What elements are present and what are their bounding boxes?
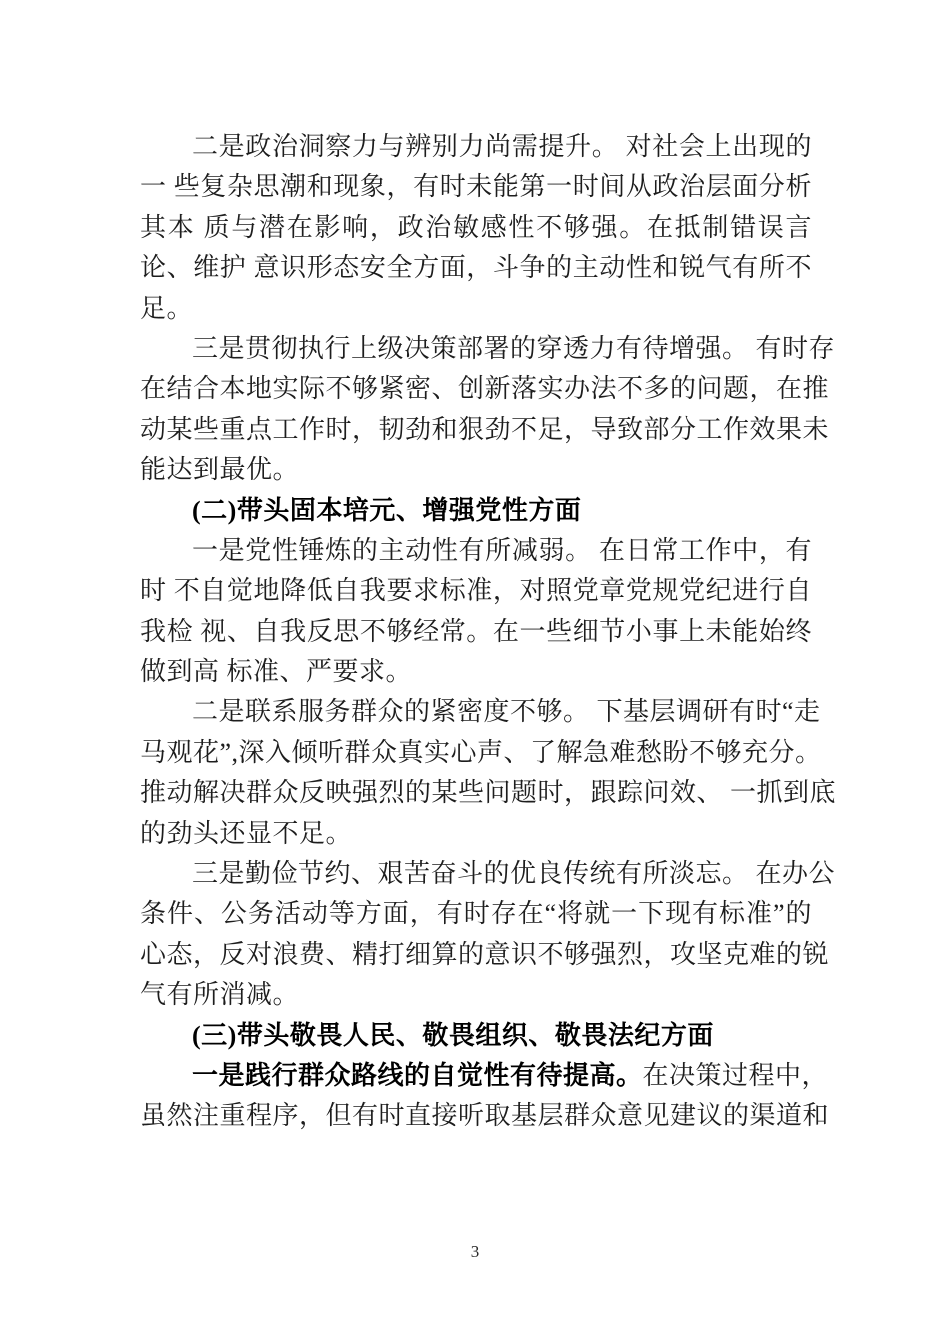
text-line: 条件、公务活动等方面，有时存在“将就一下现有标准”的 [140, 899, 812, 929]
text-line: 气有所消减。 [140, 980, 300, 1010]
text-line: 一 些复杂思潮和现象，有时未能第一时间从政治层面分析 [140, 172, 812, 202]
body-text: 在决策过程中， [642, 1060, 829, 1090]
text-line: 我检 视、自我反思不够经常。在一些细节小事上未能始终 [140, 616, 812, 646]
text-line: 虽然注重程序，但有时直接听取基层群众意见建议的渠道和 [140, 1101, 830, 1131]
text-line: 在结合本地实际不够紧密、创新落实办法不多的问题，在推 [140, 374, 830, 404]
document-body [140, 127, 837, 1137]
text-line: 三是贯彻执行上级决策部署的穿透力有待增强。 有时存 [192, 333, 836, 363]
text-line: 论、维护 意识形态安全方面，斗争的主动性和锐气有所不 [140, 253, 812, 283]
text-line: 时 不自觉地降低自我要求标准，对照党章党规党纪进行自 [140, 576, 812, 606]
page-number: 3 [470, 1242, 480, 1261]
text-line: 二是政治洞察力与辨别力尚需提升。 对社会上出现的 [192, 132, 812, 161]
text-line: 做到高 标准、严要求。 [140, 657, 413, 687]
bold-lead-text: 一是践行群众路线的自觉性有待提高。 [192, 1060, 643, 1090]
text-line: 三是勤俭节约、艰苦奋斗的优良传统有所淡忘。 在办公 [192, 859, 836, 889]
text-line: 动某些重点工作时，韧劲和狠劲不足，导致部分工作效果未 [140, 414, 830, 444]
text-line: 二是联系服务群众的紧密度不够。 下基层调研有时“走 [192, 697, 821, 727]
text-line: 的劲头还显不足。 [140, 818, 353, 848]
text-line: 推动解决群众反映强烈的某些问题时，跟踪问效、 一抓到底 [140, 778, 837, 808]
section-heading: (二)带头固本培元、增强党性方面 [192, 495, 582, 525]
section-heading: (三)带头敬畏人民、敬畏组织、敬畏法纪方面 [192, 1020, 714, 1050]
text-line: 能达到最优。 [140, 455, 300, 485]
text-line: 一是党性锤炼的主动性有所减弱。 在日常工作中，有 [192, 535, 812, 565]
text-line: 心态，反对浪费、精打细算的意识不够强烈，攻坚克难的锐 [140, 939, 830, 969]
text-line [140, 1056, 829, 1096]
text-line: 其本 质与潜在影响，政治敏感性不够强。在抵制错误言 [140, 212, 812, 242]
text-line: 足。 [140, 293, 194, 323]
text-line: 马观花”,深入倾听群众真实心声、了解急难愁盼不够充分。 [140, 737, 822, 767]
